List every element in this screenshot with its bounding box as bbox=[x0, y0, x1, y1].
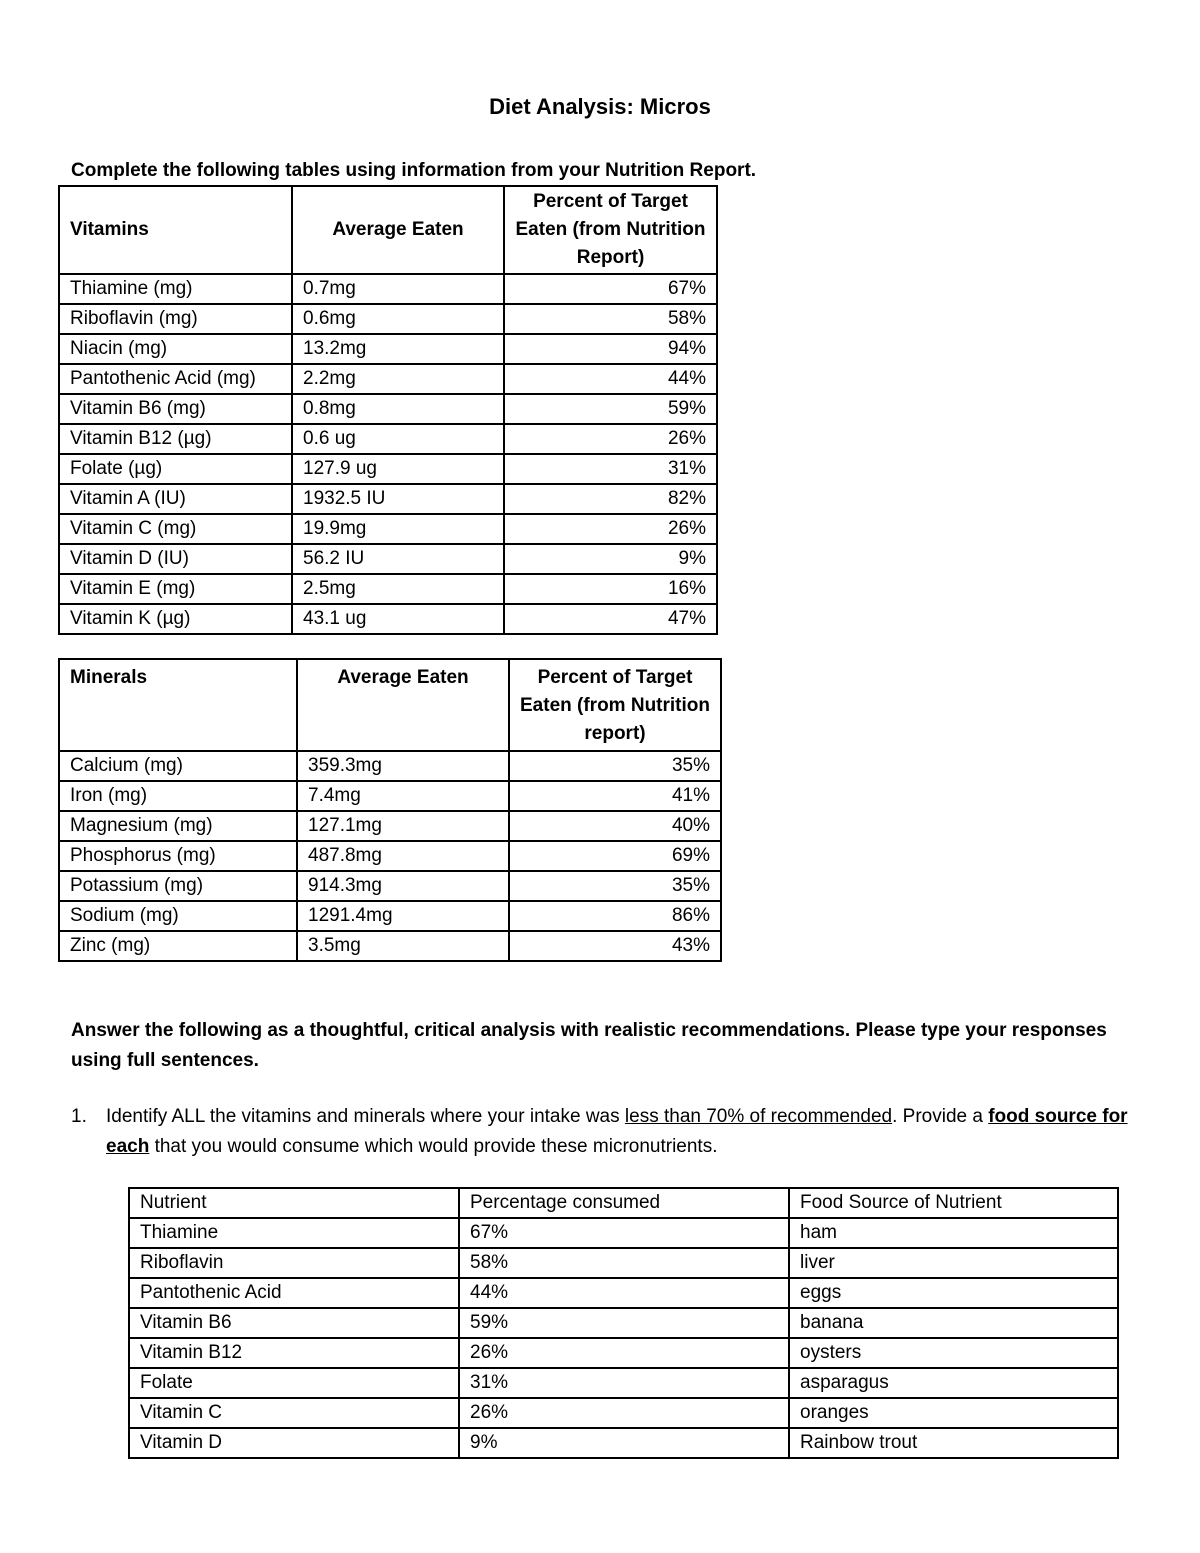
food-source-table bbox=[128, 1187, 1119, 1459]
average-eaten: 914.3mg bbox=[297, 871, 509, 901]
table-header-row bbox=[59, 186, 717, 274]
average-eaten: 56.2 IU bbox=[292, 544, 504, 574]
nutrient-name: Potassium (mg) bbox=[59, 871, 297, 901]
question-number: 1. bbox=[71, 1106, 87, 1127]
percent-target: 31% bbox=[504, 454, 717, 484]
nutrient-name: Zinc (mg) bbox=[59, 931, 297, 961]
food-source: eggs bbox=[789, 1278, 1118, 1308]
table-row bbox=[59, 811, 721, 841]
column-header: Percent of Target Eaten (from Nutrition report) bbox=[509, 659, 721, 751]
food-source: ham bbox=[789, 1218, 1118, 1248]
percent-target: 58% bbox=[504, 304, 717, 334]
table-row bbox=[129, 1428, 1118, 1458]
percentage-consumed: 59% bbox=[459, 1308, 789, 1338]
table-row bbox=[59, 604, 717, 634]
nutrient-name: Riboflavin (mg) bbox=[59, 304, 292, 334]
percentage-consumed: 26% bbox=[459, 1338, 789, 1368]
table-header-row bbox=[59, 659, 721, 751]
percent-target: 94% bbox=[504, 334, 717, 364]
table-row bbox=[59, 544, 717, 574]
table-row bbox=[59, 841, 721, 871]
percent-target: 44% bbox=[504, 364, 717, 394]
nutrient-name: Vitamin C (mg) bbox=[59, 514, 292, 544]
table-row bbox=[59, 304, 717, 334]
instructions-text: Complete the following tables using information from your Nutrition Report. bbox=[71, 160, 757, 181]
nutrient-name: Phosphorus (mg) bbox=[59, 841, 297, 871]
percentage-consumed: 9% bbox=[459, 1428, 789, 1458]
nutrient-name: Vitamin D (IU) bbox=[59, 544, 292, 574]
nutrient-name: Thiamine (mg) bbox=[59, 274, 292, 304]
table-row bbox=[59, 901, 721, 931]
nutrient-name: Thiamine bbox=[129, 1218, 459, 1248]
percent-target: 16% bbox=[504, 574, 717, 604]
percent-target: 69% bbox=[509, 841, 721, 871]
minerals-table-body bbox=[59, 751, 721, 961]
average-eaten: 2.5mg bbox=[292, 574, 504, 604]
column-header: Average Eaten bbox=[297, 659, 509, 751]
average-eaten: 13.2mg bbox=[292, 334, 504, 364]
nutrient-name: Sodium (mg) bbox=[59, 901, 297, 931]
average-eaten: 7.4mg bbox=[297, 781, 509, 811]
percent-target: 43% bbox=[509, 931, 721, 961]
nutrient-name: Vitamin B12 (µg) bbox=[59, 424, 292, 454]
column-header: Nutrient bbox=[129, 1188, 459, 1218]
nutrient-name: Vitamin E (mg) bbox=[59, 574, 292, 604]
table-row bbox=[59, 574, 717, 604]
percent-target: 9% bbox=[504, 544, 717, 574]
percent-target: 59% bbox=[504, 394, 717, 424]
table-row bbox=[59, 334, 717, 364]
table-row bbox=[129, 1218, 1118, 1248]
percentage-consumed: 44% bbox=[459, 1278, 789, 1308]
emphasis-underline: less than 70% of recommended bbox=[624, 1106, 893, 1127]
average-eaten: 0.6mg bbox=[292, 304, 504, 334]
vitamins-table-body bbox=[59, 274, 717, 634]
percent-target: 82% bbox=[504, 484, 717, 514]
table-row bbox=[129, 1248, 1118, 1278]
percentage-consumed: 67% bbox=[459, 1218, 789, 1248]
percentage-consumed: 58% bbox=[459, 1248, 789, 1278]
percentage-consumed: 26% bbox=[459, 1398, 789, 1428]
column-header: Minerals bbox=[59, 659, 297, 751]
nutrient-name: Vitamin D bbox=[129, 1428, 459, 1458]
column-header: Percentage consumed bbox=[459, 1188, 789, 1218]
nutrient-name: Folate (µg) bbox=[59, 454, 292, 484]
percent-target: 41% bbox=[509, 781, 721, 811]
food-source: oysters bbox=[789, 1338, 1118, 1368]
table-row bbox=[59, 871, 721, 901]
question-text: Identify ALL the vitamins and minerals where your intake was less than 70% of recommended. Provide a food source for each that you would consume which would provide these micronutrients. bbox=[106, 1106, 1128, 1157]
average-eaten: 0.6 ug bbox=[292, 424, 504, 454]
minerals-table bbox=[58, 658, 722, 962]
table-row bbox=[59, 781, 721, 811]
nutrient-name: Vitamin K (µg) bbox=[59, 604, 292, 634]
table-header-row bbox=[129, 1188, 1118, 1218]
average-eaten: 1291.4mg bbox=[297, 901, 509, 931]
average-eaten: 127.1mg bbox=[297, 811, 509, 841]
food-source: oranges bbox=[789, 1398, 1118, 1428]
percent-target: 26% bbox=[504, 424, 717, 454]
page-title: Diet Analysis: Micros bbox=[489, 94, 711, 119]
table-row bbox=[129, 1278, 1118, 1308]
answer-instructions: Answer the following as a thoughtful, critical analysis with realistic recommendations. Please type your responses using full sentences. bbox=[71, 1020, 1107, 1071]
percent-target: 86% bbox=[509, 901, 721, 931]
table-row bbox=[59, 931, 721, 961]
average-eaten: 127.9 ug bbox=[292, 454, 504, 484]
column-header: Percent of Target Eaten (from Nutrition Report) bbox=[504, 186, 717, 274]
percent-target: 40% bbox=[509, 811, 721, 841]
nutrient-name: Pantothenic Acid bbox=[129, 1278, 459, 1308]
column-header: Average Eaten bbox=[292, 186, 504, 274]
average-eaten: 19.9mg bbox=[292, 514, 504, 544]
percentage-consumed: 31% bbox=[459, 1368, 789, 1398]
nutrient-name: Pantothenic Acid (mg) bbox=[59, 364, 292, 394]
emphasis-underline-bold: food source for each bbox=[106, 1106, 1128, 1157]
nutrient-name: Folate bbox=[129, 1368, 459, 1398]
average-eaten: 0.7mg bbox=[292, 274, 504, 304]
column-header: Food Source of Nutrient bbox=[789, 1188, 1118, 1218]
percent-target: 35% bbox=[509, 871, 721, 901]
percent-target: 47% bbox=[504, 604, 717, 634]
food-table-body bbox=[129, 1218, 1118, 1458]
table-row bbox=[59, 394, 717, 424]
nutrient-name: Vitamin B6 (mg) bbox=[59, 394, 292, 424]
nutrient-name: Vitamin B6 bbox=[129, 1308, 459, 1338]
vitamins-table bbox=[58, 185, 718, 635]
food-source: asparagus bbox=[789, 1368, 1118, 1398]
nutrient-name: Vitamin B12 bbox=[129, 1338, 459, 1368]
nutrient-name: Magnesium (mg) bbox=[59, 811, 297, 841]
table-row bbox=[59, 514, 717, 544]
nutrient-name: Vitamin A (IU) bbox=[59, 484, 292, 514]
percent-target: 67% bbox=[504, 274, 717, 304]
average-eaten: 0.8mg bbox=[292, 394, 504, 424]
percent-target: 26% bbox=[504, 514, 717, 544]
nutrient-name: Vitamin C bbox=[129, 1398, 459, 1428]
nutrient-name: Calcium (mg) bbox=[59, 751, 297, 781]
table-row bbox=[59, 364, 717, 394]
table-row bbox=[129, 1398, 1118, 1428]
average-eaten: 1932.5 IU bbox=[292, 484, 504, 514]
table-row bbox=[59, 424, 717, 454]
food-source: liver bbox=[789, 1248, 1118, 1278]
table-row bbox=[59, 454, 717, 484]
nutrient-name: Niacin (mg) bbox=[59, 334, 292, 364]
table-row bbox=[129, 1338, 1118, 1368]
table-row bbox=[129, 1308, 1118, 1338]
average-eaten: 43.1 ug bbox=[292, 604, 504, 634]
average-eaten: 359.3mg bbox=[297, 751, 509, 781]
average-eaten: 3.5mg bbox=[297, 931, 509, 961]
nutrient-name: Iron (mg) bbox=[59, 781, 297, 811]
column-header: Vitamins bbox=[59, 186, 292, 274]
table-row bbox=[59, 484, 717, 514]
nutrient-name: Riboflavin bbox=[129, 1248, 459, 1278]
question-1 bbox=[71, 1102, 1151, 1162]
average-eaten: 2.2mg bbox=[292, 364, 504, 394]
food-source: banana bbox=[789, 1308, 1118, 1338]
percent-target: 35% bbox=[509, 751, 721, 781]
food-source: Rainbow trout bbox=[789, 1428, 1118, 1458]
table-row bbox=[129, 1368, 1118, 1398]
table-row bbox=[59, 274, 717, 304]
average-eaten: 487.8mg bbox=[297, 841, 509, 871]
table-row bbox=[59, 751, 721, 781]
